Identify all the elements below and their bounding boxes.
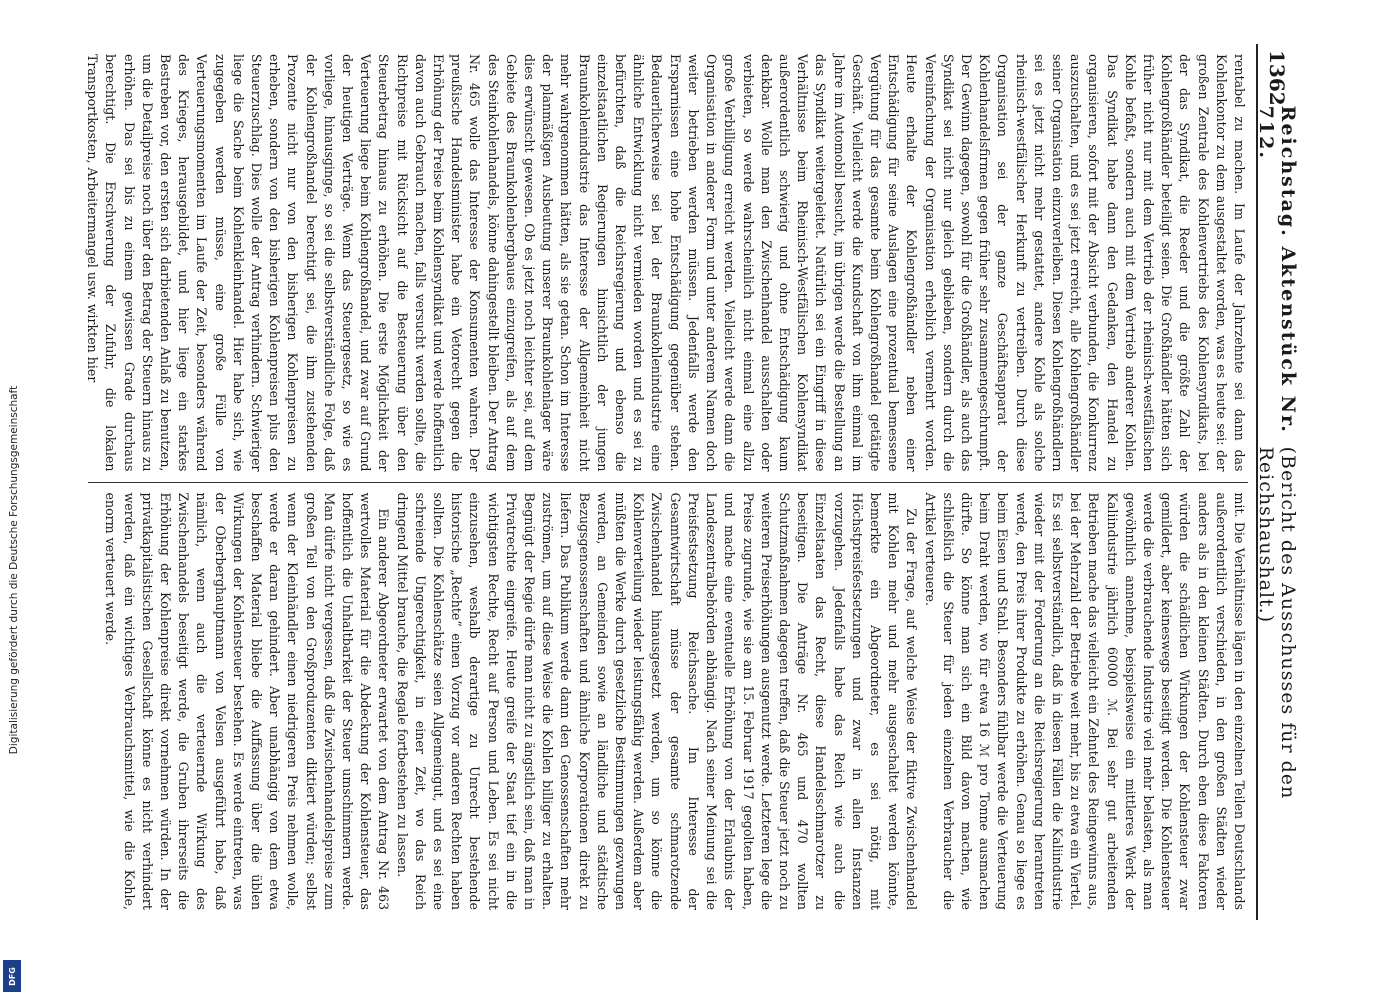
paragraph: rentabel zu machen. Im Laufe der Jahrzehnte sei dann das Kohlenkontor zu dem ausgestaltet worden, was es heute sei: der großen Zentrale des Kohlenvertriebs des Kohlensyndikats, bei der das Syndikat, die Reeder und die größte Zahl der Kohlengroßhändler beteiligt seien. Die Großhändler hätten sich früher nicht nur mit dem Vertrieb der rheinisch-westfälischen Kohle befaßt, sondern auch mit dem Vertrieb anderer Kohlen. Das Syndikat habe dann den Gedanken, den Handel zu organisieren, sofort mit der Absicht verbunden, die Konkurrenz auszuschalten, und es sei jetzt erreicht, alle Kohlengroßhändler seiner Organisation einzuverleiben. Diesen Kohlengroßhändlern sei es jetzt nicht mehr gestattet, andere Kohle als solche rheinisch-westfälischer Herkunft zu vertreiben. Durch diese Organisation sei der ganze Geschäftsapparat der Kohlenhandelsfirmen gegen früher sehr zusammengeschrumpft. Der Gewinn dagegen, sowohl für die Großhändler, als auch das Syndikat sei nicht nur gleich geblieben, sondern durch die Vereinfachung der Organisation erheblich vermehrt worden. Heute erhalte der Kohlengroßhändler neben einer Entschädigung für seine Auslagen eine prozentual bemessene Vergütung für das gesamte beim Kohlengroßhandel getätigte Geschäft. Vielleicht werde die Kundschaft von ihm einmal im Jahre im Automobil besucht, im übrigen werde die Bestellung an das Syndikat weitergeleitet. Natürlich sei ein Eingriff in diese Verhältnisse beim Rheinisch-Westfälischen Kohlensyndikat außerordentlich schwierig und ohne Entschädigung kaum denkbar. Wolle man den Zwischenhandel ausschalten oder verbieten, so werde wahrscheinlich nicht einmal eine allzu große Verbilligung erreicht werden. Vielleicht werde dann die Organisation in anderer Form und unter anderem Namen doch weiter betrieben werden müssen. Jedenfalls werde den Ersparnissen eine hohe Entschädigung gegenüber stehen. Bedauerlicherweise sei bei der Braunkohlenindustrie eine ähnliche Entwicklung nicht vermieden worden und es sei zu befürchten, daß die Reichsregierung und ebenso die einzelstaatlichen Regierungen hinsichtlich der jungen Braunkohlenindustrie das Interesse der Allgemeinheit nicht mehr wahrgenommen hätten, als sie getan. Schon im Interesse der planmäßigen Ausbeutung unserer Braunkohlenlager wäre dies erwünscht gewesen. Ob es jetzt noch leichter sei, auf dem Gebiete des Braunkohlenbergbaues einzugreifen, als auf dem des Steinkohlenhandels, könne dahingestellt bleiben. Der Antrag Nr. 465 wolle das Interesse der Konsumenten wahren. Der preußische Handelsminister habe ein Vetorecht gegen die Erhöhung der Preise beim Kohlensyndikat und werde hoffentlich davon auch Gebrauch machen, falls versucht werden sollte, die Richtpreise mit Rücksicht auf die Besteuerung über den Steuerbetrag hinaus zu erhöhen. Die erste Möglichkeit der Verteuerung liege beim Kohlengroßhandel, und zwar auf Grund der heutigen Verträge. Wenn das Steuergesetz, so wie es vorliege, hinausginge, so sei die selbstverständliche Folge, daß der Kohlengroßhandel berechtigt sei, die ihm zustehenden Prozente nicht nur von den bisherigen Kohlenpreisen zu erheben, sondern von den bisherigen Kohlenpreisen plus den Steuerzuschlag. Dies wolle der Antrag verhindern. Schwieriger liege die Sache beim Kohlenkleinhandel. Hier habe sich, wie zugegeben werden müsse, eine große Fülle von Verteuerungsmomenten im Laufe der Zeit, besonders während des Krieges, herausgebildet, und hier liege ein starkes Bestreben vor, den ersten sich darbietenden Anlaß zu benutzen, um die Detailpreise noch über den Betrag der Steuern hinaus zu erhöhen. Das sei bis zu einem gewissen Grade durchaus berechtigt. Die Erschwerung der Zufuhr, die lokalen Transportkosten, Arbeitermangel usw. wirkten hier: [85, 54, 1247, 472]
dfg-logo-icon: [3, 960, 21, 992]
page-subtitle: (Bericht des Ausschusses für den Reichshaushalt.): [1255, 446, 1299, 800]
column-left: [85, 44, 1248, 482]
document-page: [85, 44, 1299, 920]
digitization-credit: [4, 150, 24, 990]
paragraph: Ein anderer Abgeordneter erwartet von dem Antrag Nr. 463 wertvolles Material für die Abdeckung der Kohlensteuer, das hoffentlich die Unhaltbarkeit der Steuer umschimmern werde. Man dürfe nicht vergessen, daß die Zwischenhandelspreise zum großen Teil von den Großproduzenten diktiert würden; selbst wenn der Kleinhändler einen niedrigeren Preis nehmen wolle, werde er daran gehindert. Aber unabhängig von dem etwa beschaffen Material bliebe die Auffassung über die üblen Wirkungen der Kohlensteuer bestehen. Es werde eintreten, was der Oberberghauptmann von Velsen ausgeführt habe, daß nämlich, wenn auch die verteuernde Wirkung des Zwischenhandels beseitigt werde, die Gruben ihrerseits die Erhöhung der Kohlenpreise direkt vornehmen würden. In der privatkapitalistischen Gesellschaft könne es nicht verhindert werden, daß ein wichtiges Verbrauchsmittel, wie die Kohle, enorm verteuert werde.: [103, 492, 392, 910]
paragraph: Zu der Frage, auf welche Weise der fiktive Zwischenhandel mit Kohlen mehr und mehr ausgeschaltet werden könnte, bemerkte ein Abgeordneter, es sei nötig, mit Höchstpreisfestsetzungen und zwar in allen Instanzen vorzugehen. Jedenfalls habe das Reich wie auch die Einzelstaaten das Recht, diese Handelsschmarotzer zu beseitigen. Die Anträge Nr. 465 und 470 wollten Schutzmaßnahmen dagegen treffen, daß die Steuer jetzt noch zu weiteren Preiserhöhungen ausgenutzt werde. Letzteren lege die Preise zugrunde, wie sie am 15. Februar 1917 gegolten haben, und mache eine eventuelle Erhöhung von der Erlaubnis der Landeszentralbehörden abhängig. Nach seiner Meinung sei die Preisfestsetzung Reichssache. Im Interesse der Gesamtwirtschaft müsse der gesamte schmarotzende Zwischenhandel hinausgesetzt werden, um so könne die Kohlenverteilung wieder leistungsfähig werden. Außerdem aber müßten die Werke durch gesetzliche Bestimmungen gezwungen werden, an Gemeinden sowie an ländliche und städtische Bezugsgenossenschaften und ähnliche Korporationen direkt zu liefern. Das Publikum werde dann den Genossenschaften mehr zuströmen, um auf diese Weise die Kohlen billiger zu erhalten. Begnügt der Regie dürfe man nicht zu ängstlich sein, daß man in Privatrechte eingreife. Heute greife der Staat tief ein in die wichtigsten Rechte, Recht auf Person und Leben. Es sei nicht einzusehen, weshalb derartige zu Unrecht bestehende historische „Rechte“ einen Vorzug vor anderen Rechten haben sollten. Die Kohlenschätze seien Allgemeingut, und es sei eine schreiende Ungerechtigkeit, in einer Zeit, wo das Reich dringend Mittel brauche, die Regale fortbestehen zu lassen.: [394, 492, 920, 910]
paragraph: mit. Die Verhältnisse lägen in den einzelnen Teilen Deutschlands außerordentlich verschieden, in den großen Städten wieder anders als in den kleinen Städten. Durch eben diese Faktoren würden die schädlichen Wirkungen der Kohlensteuer zwar gemildert, aber keineswegs beseitigt werden. Die Kohlensteuer werde die verbrauchende Industrie viel mehr belasten, als man gewöhnlich annehme, beispielsweise ein mittleres Werk der Kaliindustrie jährlich 60000 ℳ. Bei sehr gut arbeitenden Betrieben mache das vielleicht ein Zehntel des Reingewinns aus, bei der Mehrzahl der Betriebe weit mehr, bis zu etwa ein Viertel. Es sei selbstverständlich, daß in diesen Fällen die Kaliindustrie wieder mit der Forderung an die Reichsregierung herantreten werde, den Preis ihrer Produkte zu erhöhen. Genau so liege es beim Eisen und Stahl. Besonders fühlbar werde die Verteuerung beim Draht werden, wo für etwa 16 ℳ pro Tonne ausmachen dürfte. So könne man sich ein Bild davon machen, wie schließlich die Steuer für jeden einzelnen Verbraucher die Artikel verteuere.: [922, 492, 1247, 910]
column-right: [88, 483, 1248, 921]
page-number: 1362: [1265, 50, 1289, 106]
running-head: [1255, 44, 1299, 920]
page-title: Reichstag. Aktenstück Nr. 712.: [1255, 105, 1299, 434]
text-columns: [85, 44, 1248, 920]
dfg-logo-text: DFG: [7, 966, 17, 986]
credit-text: Digitalisierung gefördert durch die Deutsche Forschungsgemeinschaft: [8, 385, 21, 755]
